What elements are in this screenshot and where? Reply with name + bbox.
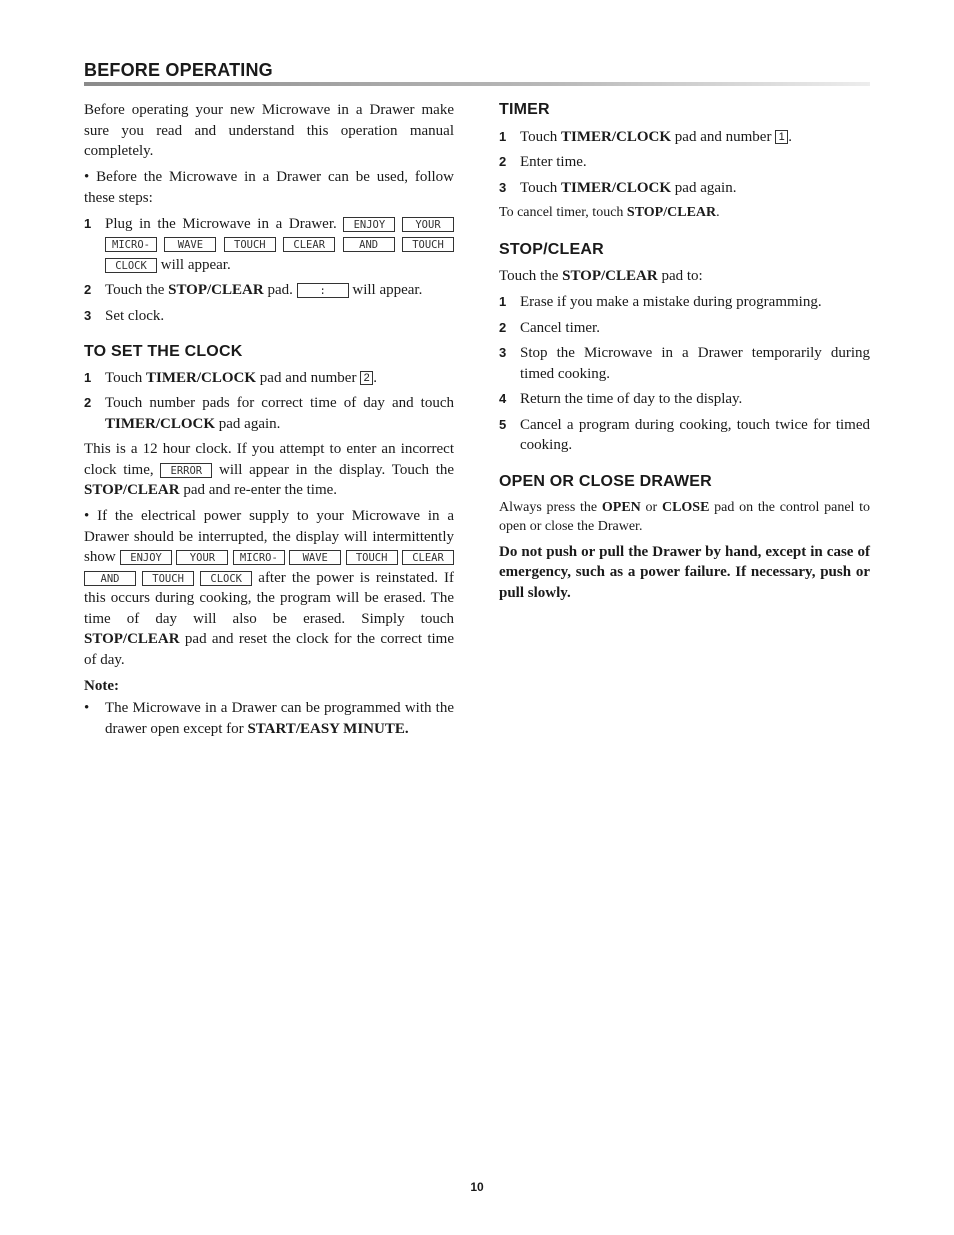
step-number: 3 xyxy=(499,345,507,360)
intro-paragraph: Before operating your new Microwave in a Drawer make sure you read and understand this operation manual completely. xyxy=(84,102,454,159)
step-number: 2 xyxy=(499,319,507,335)
step-text: Cancel timer. xyxy=(520,319,600,336)
setup-step-2 xyxy=(84,280,454,301)
lcd-enjoy: ENJOY xyxy=(120,550,172,565)
step-text-end: pad again. xyxy=(218,415,281,432)
step-text: Enter time. xyxy=(520,154,587,170)
power-paragraph xyxy=(84,506,454,670)
lcd-your: YOUR xyxy=(176,550,228,565)
set-clock-heading: TO SET THE CLOCK xyxy=(84,343,243,360)
note-paragraph xyxy=(84,676,454,697)
lcd-wave: WAVE xyxy=(164,237,216,252)
stop-clear-label: STOP/CLEAR xyxy=(626,205,717,220)
stop-step-4 xyxy=(499,389,870,410)
para-text: Always press the xyxy=(499,500,598,515)
timer-heading: TIMER xyxy=(499,101,550,118)
para-text: To cancel timer, touch xyxy=(499,205,624,220)
step-number: 5 xyxy=(499,416,507,432)
setup-bullet: • Before the Microwave in a Drawer can be used, follow these steps: xyxy=(84,169,454,206)
timer-clock-label: TIMER/CLOCK xyxy=(105,415,216,432)
timer-clock-label: TIMER/CLOCK xyxy=(561,128,672,145)
page-number: 10 xyxy=(470,1180,484,1194)
drawer-heading: OPEN OR CLOSE DRAWER xyxy=(499,472,712,490)
lcd-touch-2: TOUCH xyxy=(142,571,194,586)
para-text-mid: or xyxy=(645,500,658,515)
stop-step-5 xyxy=(499,415,870,456)
lcd-and: AND xyxy=(84,571,136,586)
stop-clear-label: STOP/CLEAR xyxy=(84,631,180,647)
lcd-enjoy: ENJOY xyxy=(343,217,395,232)
step-text: Set clock. xyxy=(105,307,165,324)
lcd-clock: CLOCK xyxy=(200,571,252,586)
step-number: 3 xyxy=(84,307,92,323)
number-key-1: 1 xyxy=(775,130,788,144)
note-item xyxy=(84,698,454,739)
step-text-end: pad again. xyxy=(674,179,737,196)
lcd-micro: MICRO- xyxy=(105,237,157,252)
lcd-error: ERROR xyxy=(160,463,212,478)
step-number: 4 xyxy=(499,391,507,406)
step-number: 1 xyxy=(499,128,507,144)
timer-clock-label: TIMER/CLOCK xyxy=(561,179,672,196)
lcd-touch: TOUCH xyxy=(224,237,276,252)
timer-step-3 xyxy=(499,178,870,199)
lcd-micro: MICRO- xyxy=(233,550,285,565)
setup-step-1 xyxy=(84,214,454,276)
lcd-your: YOUR xyxy=(402,217,454,232)
stop-intro-paragraph xyxy=(499,266,870,287)
timer-clock-label: TIMER/CLOCK xyxy=(146,369,257,386)
step-text: Return the time of day to the display. xyxy=(520,391,743,407)
lcd-touch: TOUCH xyxy=(346,550,398,565)
timer-cancel-paragraph xyxy=(499,203,870,224)
step-number: 2 xyxy=(84,282,92,297)
para-text-end: pad on the control panel to open or close the Drawer. xyxy=(499,500,871,534)
note-bullet: • xyxy=(84,700,90,716)
step-text-end: will appear. xyxy=(352,282,423,298)
step-number: 2 xyxy=(499,154,507,169)
step-text: Erase if you make a mistake during programming. xyxy=(520,294,822,310)
para-text-end: . xyxy=(716,205,720,220)
right-column xyxy=(499,100,870,609)
step-text: Stop the Microwave in a Drawer temporarily during timed cooking. xyxy=(520,345,870,382)
stop-clear-heading: STOP/CLEAR xyxy=(499,240,604,258)
step-text: Touch xyxy=(520,128,558,145)
lcd-clear: CLEAR xyxy=(283,237,335,252)
timer-step-1 xyxy=(499,127,870,148)
step-text-end: will appear. xyxy=(160,256,231,273)
step-number: 1 xyxy=(84,215,92,231)
lcd-clear: CLEAR xyxy=(402,550,454,565)
drawer-paragraph xyxy=(499,498,870,536)
step-text: Plug in the Microwave in a Drawer. xyxy=(105,215,337,232)
para-text-end: pad and re-enter the time. xyxy=(183,482,338,498)
step-number: 1 xyxy=(499,294,507,309)
timer-step-2 xyxy=(499,152,870,173)
stop-step-2 xyxy=(499,318,870,339)
stop-step-3 xyxy=(499,343,870,384)
step-text-end: . xyxy=(788,128,792,145)
lcd-touch-2: TOUCH xyxy=(402,237,454,252)
step-number: 3 xyxy=(499,179,507,195)
step-text: Cancel a program during cooking, touch twice for timed cooking. xyxy=(520,416,870,453)
note-label: Note: xyxy=(84,677,119,694)
number-key-2: 2 xyxy=(360,371,373,385)
setup-step-3 xyxy=(84,306,454,327)
lcd-and: AND xyxy=(343,237,395,252)
para-text: Touch the xyxy=(499,268,559,284)
step-text-mid: pad and number xyxy=(674,128,772,145)
title-rule xyxy=(84,82,870,86)
para-text-end: pad to: xyxy=(661,268,703,284)
stop-clear-label: STOP/CLEAR xyxy=(168,282,264,298)
step-text-mid: pad and number xyxy=(259,369,357,386)
clock-step-2 xyxy=(84,393,454,434)
stop-clear-label: STOP/CLEAR xyxy=(562,268,658,284)
page-title: BEFORE OPERATING xyxy=(84,60,273,80)
lcd-colon: : xyxy=(297,283,349,298)
clock-step-1 xyxy=(84,368,454,389)
stop-step-1 xyxy=(499,292,870,313)
step-text: Touch the xyxy=(105,282,165,298)
lcd-wave: WAVE xyxy=(289,550,341,565)
step-text-end: . xyxy=(373,369,377,386)
stop-clear-label: STOP/CLEAR xyxy=(84,482,180,498)
step-text: Touch xyxy=(520,179,558,196)
para-text: • If the electrical power supply to your Microwave in a Drawer should be interrupted, the display will intermittently show xyxy=(84,508,454,565)
left-column xyxy=(84,100,454,739)
para-text-end: pad and reset the clock for the correct time of day. xyxy=(84,631,455,668)
open-label: OPEN xyxy=(601,500,641,515)
start-easy-minute-label: START/EASY MINUTE. xyxy=(247,720,409,737)
close-label: CLOSE xyxy=(661,500,710,515)
para-text: This is a 12 hour clock. If you attempt to enter an incorrect clock time, xyxy=(84,441,454,478)
step-number: 1 xyxy=(84,369,92,385)
step-text: Touch number pads for correct time of day and touch xyxy=(105,395,454,411)
para-text-mid: after the power is reinstated. If this occurs during cooking, the program will be erased. The time of day will also be erased. Simply touch xyxy=(84,569,455,627)
step-text-mid: pad. xyxy=(267,282,293,298)
drawer-warning: Do not push or pull the Drawer by hand, except in case of emergency, such as a power failure. If necessary, push or pull slowly. xyxy=(499,543,870,601)
note-text: The Microwave in a Drawer can be programmed with the drawer open except for xyxy=(105,700,454,737)
step-number: 2 xyxy=(84,395,92,410)
lcd-clock: CLOCK xyxy=(105,258,157,273)
step-text: Touch xyxy=(105,369,143,386)
clock-paragraph xyxy=(84,439,454,501)
para-text-mid: will appear in the display. Touch the xyxy=(219,461,455,478)
